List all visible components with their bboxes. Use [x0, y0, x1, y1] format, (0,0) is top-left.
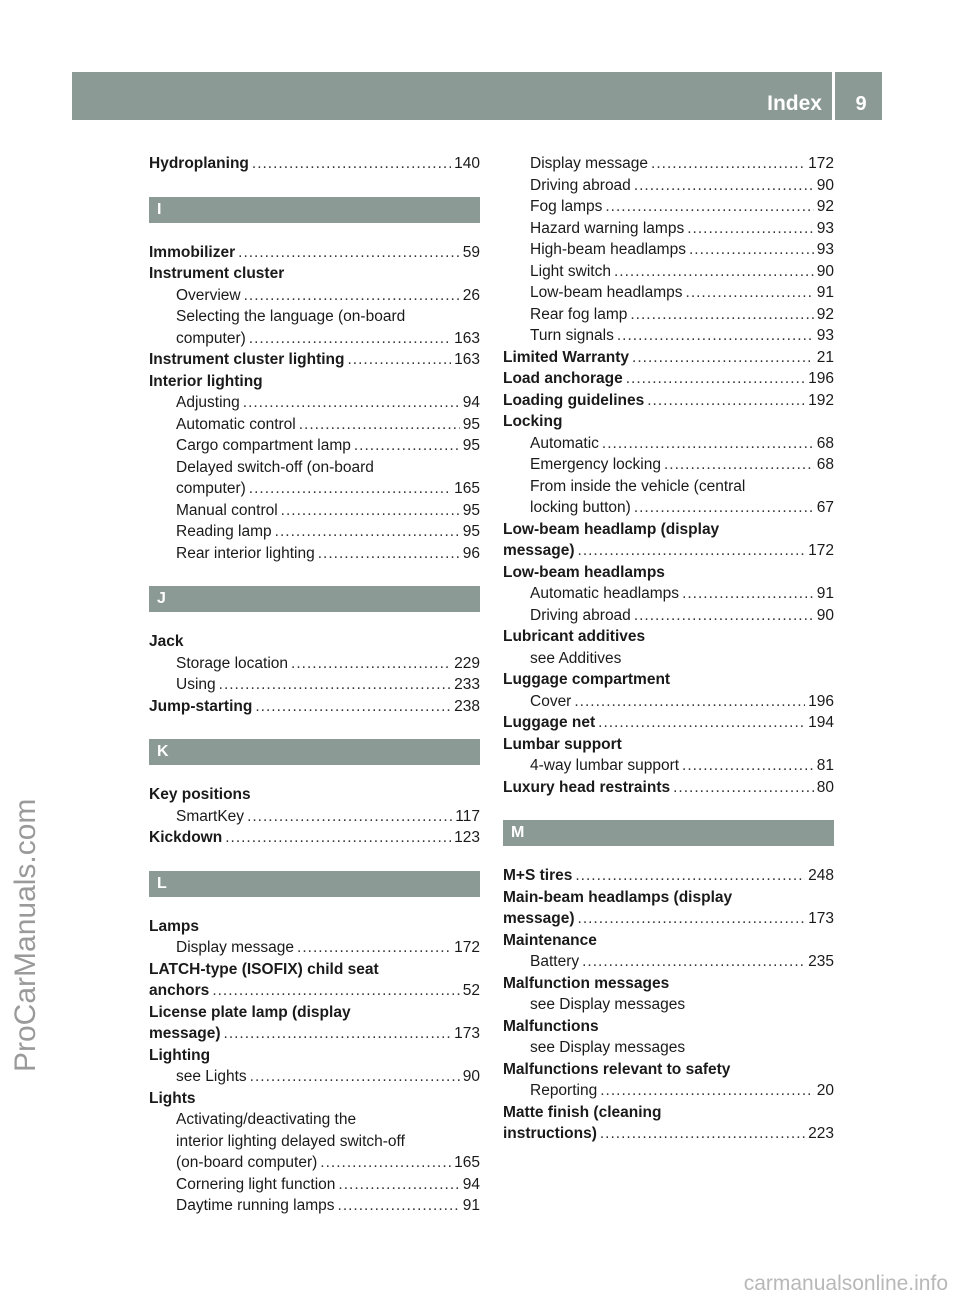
page-ref: 26: [462, 286, 480, 304]
index-heading-line: LATCH-type (ISOFIX) child seat: [149, 960, 379, 978]
index-subentry[interactable]: Fog lamps ..... 92: [503, 196, 834, 218]
index-subentry[interactable]: Storage location ..... 229: [149, 653, 480, 675]
page-ref: 233: [454, 676, 480, 693]
header-divider: [832, 72, 835, 120]
index-see-reference[interactable]: see Additives: [530, 649, 622, 667]
index-subentry[interactable]: Automatic headlamps ..... 91: [503, 583, 834, 605]
index-entry[interactable]: Jump-starting ..... 238: [149, 696, 480, 718]
index-entry[interactable]: Instrument cluster lighting ..... 163: [149, 349, 480, 371]
index-subentry-line: Delayed switch-off (on-board: [176, 458, 374, 476]
page-ref: 68: [816, 456, 834, 473]
page-ref: 90: [816, 262, 834, 280]
index-subentry[interactable]: computer) ..... 165: [149, 478, 480, 500]
index-subentry[interactable]: Cornering light function ..... 94: [149, 1174, 480, 1196]
index-subentry[interactable]: Cover ..... 196: [503, 691, 834, 713]
page-ref: 94: [462, 1175, 480, 1193]
index-entry[interactable]: anchors ..... 52: [149, 980, 480, 1002]
index-heading: Low-beam headlamps: [503, 563, 665, 581]
page-ref: 95: [462, 523, 480, 540]
index-subentry-line: interior lighting delayed switch-off: [176, 1132, 405, 1150]
index-heading: Interior lighting: [149, 372, 263, 390]
index-subentry[interactable]: Rear interior lighting ..... 96: [149, 543, 480, 565]
index-column-right: [503, 153, 834, 1145]
page-ref: 95: [462, 501, 480, 519]
page-ref: 92: [816, 198, 834, 215]
index-heading: Lamps: [149, 917, 199, 935]
index-subentry[interactable]: (on-board computer) ..... 165: [149, 1152, 480, 1174]
index-subentry-line: Selecting the language (on-board: [176, 308, 406, 325]
page-ref: 172: [454, 939, 480, 956]
page-ref: 20: [816, 1082, 834, 1099]
page-ref: 248: [808, 867, 834, 884]
page-ref: 165: [454, 480, 480, 497]
page-ref: 52: [462, 982, 480, 999]
index-subentry[interactable]: Display message ..... 172: [503, 153, 834, 175]
index-heading: Maintenance: [503, 931, 597, 949]
page-ref: 196: [808, 370, 834, 387]
index-subentry[interactable]: Rear fog lamp ..... 92: [503, 304, 834, 326]
index-heading: Luggage compartment: [503, 671, 671, 688]
page-ref: 163: [454, 351, 480, 368]
side-watermark: ProCarManuals.com: [9, 798, 42, 1072]
index-subentry[interactable]: 4-way lumbar support ..... 81: [503, 755, 834, 777]
index-entry[interactable]: message) ..... 173: [503, 908, 834, 930]
index-heading: Lights: [149, 1089, 196, 1107]
index-entry[interactable]: Luggage net ..... 194: [503, 712, 834, 734]
letter-heading-i: I: [149, 197, 480, 223]
index-subentry[interactable]: locking button) ..... 67: [503, 497, 834, 519]
index-subentry[interactable]: computer) ..... 163: [149, 328, 480, 350]
index-subentry[interactable]: Daytime running lamps ..... 91: [149, 1195, 480, 1217]
index-heading: Locking: [503, 413, 563, 430]
index-entry[interactable]: Load anchorage ..... 196: [503, 368, 834, 390]
page-ref: 165: [454, 1154, 480, 1171]
index-subentry-line: Activating/deactivating the: [176, 1111, 357, 1128]
page-ref: 90: [816, 606, 834, 624]
page-ref: 95: [462, 437, 480, 454]
index-subentry[interactable]: Hazard warning lamps ..... 93: [503, 218, 834, 240]
index-heading: Lumbar support: [503, 735, 622, 753]
index-heading: Jack: [149, 633, 184, 650]
index-column-left: [149, 153, 480, 1217]
index-subentry[interactable]: High-beam headlamps ..... 93: [503, 239, 834, 261]
section-title: Index: [767, 92, 822, 115]
page-ref: 235: [808, 953, 834, 970]
page-ref: 123: [454, 829, 480, 846]
index-entry[interactable]: instructions) ..... 223: [503, 1123, 834, 1145]
letter-heading-l: L: [149, 871, 480, 897]
bottom-watermark: carmanualsonline.info: [743, 1272, 948, 1295]
page-ref: 59: [462, 243, 480, 261]
index-subentry[interactable]: Display message ..... 172: [149, 937, 480, 959]
letter-heading-j: J: [149, 586, 480, 612]
index-subentry[interactable]: Turn signals ..... 93: [503, 325, 834, 347]
page-ref: 94: [462, 394, 480, 411]
page-ref: 96: [462, 544, 480, 562]
page-ref: 91: [462, 1197, 480, 1214]
index-subentry[interactable]: Light switch ..... 90: [503, 261, 834, 283]
index-see-reference[interactable]: see Display messages: [530, 1039, 686, 1056]
index-heading-line: Low-beam headlamp (display: [503, 520, 720, 538]
index-entry[interactable]: Kickdown ..... 123: [149, 827, 480, 849]
index-heading-line: Main-beam headlamps (display: [503, 888, 733, 906]
page-ref: 194: [808, 714, 834, 731]
index-subentry[interactable]: Battery ..... 235: [503, 951, 834, 973]
page-ref: 95: [462, 415, 480, 433]
index-entry[interactable]: Immobilizer ..... 59: [149, 242, 480, 264]
page-ref: 223: [808, 1125, 834, 1142]
page-ref: 117: [455, 807, 480, 825]
page-ref: 173: [808, 910, 834, 927]
index-subentry[interactable]: Automatic ..... 68: [503, 433, 834, 455]
index-heading: Malfunctions relevant to safety: [503, 1060, 731, 1078]
index-subentry[interactable]: Reporting ..... 20: [503, 1080, 834, 1102]
page-ref: 91: [816, 284, 834, 301]
index-heading: Malfunction messages: [503, 974, 670, 992]
page-ref: 92: [816, 305, 834, 323]
index-subentry[interactable]: Using ..... 233: [149, 674, 480, 696]
index-heading-line: License plate lamp (display: [149, 1003, 351, 1021]
index-subentry[interactable]: Emergency locking ..... 68: [503, 454, 834, 476]
index-subentry[interactable]: Automatic control ..... 95: [149, 414, 480, 436]
index-entry[interactable]: message) ..... 173: [149, 1023, 480, 1045]
page-ref: 90: [816, 176, 834, 194]
index-subentry[interactable]: Cargo compartment lamp ..... 95: [149, 435, 480, 457]
index-subentry[interactable]: Adjusting ..... 94: [149, 392, 480, 414]
page-ref: 68: [816, 434, 834, 452]
page-ref: 93: [816, 327, 834, 344]
index-subentry[interactable]: Manual control ..... 95: [149, 500, 480, 522]
index-entry[interactable]: M+S tires ..... 248: [503, 865, 834, 887]
page-ref: 140: [454, 155, 480, 172]
page-ref: 172: [808, 542, 834, 559]
page-ref: 238: [454, 697, 480, 715]
page-ref: 67: [816, 499, 834, 516]
page-ref: 93: [816, 219, 834, 237]
index-heading: Malfunctions: [503, 1017, 599, 1035]
page-ref: 163: [454, 329, 480, 347]
letter-heading-k: K: [149, 739, 480, 765]
page-ref: 80: [816, 778, 834, 796]
index-subentry-line: From inside the vehicle (central: [530, 477, 746, 495]
page-ref: 91: [816, 585, 834, 602]
index-subentry[interactable]: Driving abroad ..... 90: [503, 605, 834, 627]
index-heading: Key positions: [149, 786, 251, 803]
index-entry[interactable]: Luxury head restraints ..... 80: [503, 777, 834, 799]
page-number: 9: [855, 93, 867, 115]
index-entry[interactable]: Loading guidelines ..... 192: [503, 390, 834, 412]
page-ref: 196: [808, 692, 834, 710]
index-subentry[interactable]: see Lights ..... 90: [149, 1066, 480, 1088]
page-ref: 192: [808, 391, 834, 409]
index-heading: Instrument cluster: [149, 265, 285, 282]
page-ref: 172: [808, 155, 834, 172]
index-subentry[interactable]: Overview ..... 26: [149, 285, 480, 307]
index-heading: Lighting: [149, 1046, 211, 1064]
index-subentry[interactable]: Reading lamp ..... 95: [149, 521, 480, 543]
page-ref: 21: [816, 348, 834, 366]
index-heading-line: Matte finish (cleaning: [503, 1103, 662, 1121]
index-subentry[interactable]: Low-beam headlamps ..... 91: [503, 282, 834, 304]
index-subentry[interactable]: Driving abroad ..... 90: [503, 175, 834, 197]
index-subentry[interactable]: SmartKey ..... 117: [149, 806, 480, 828]
index-entry[interactable]: message) ..... 172: [503, 540, 834, 562]
index-heading: Lubricant additives: [503, 628, 646, 645]
index-entry[interactable]: Hydroplaning ..... 140: [149, 153, 480, 175]
index-entry[interactable]: Limited Warranty ..... 21: [503, 347, 834, 369]
letter-heading-m: M: [503, 820, 834, 846]
page-ref: 90: [462, 1068, 480, 1085]
page-ref: 229: [454, 654, 480, 672]
page-ref: 173: [454, 1025, 480, 1042]
page-ref: 93: [816, 241, 834, 258]
page-ref: 81: [816, 757, 834, 774]
index-see-reference[interactable]: see Display messages: [530, 996, 686, 1013]
